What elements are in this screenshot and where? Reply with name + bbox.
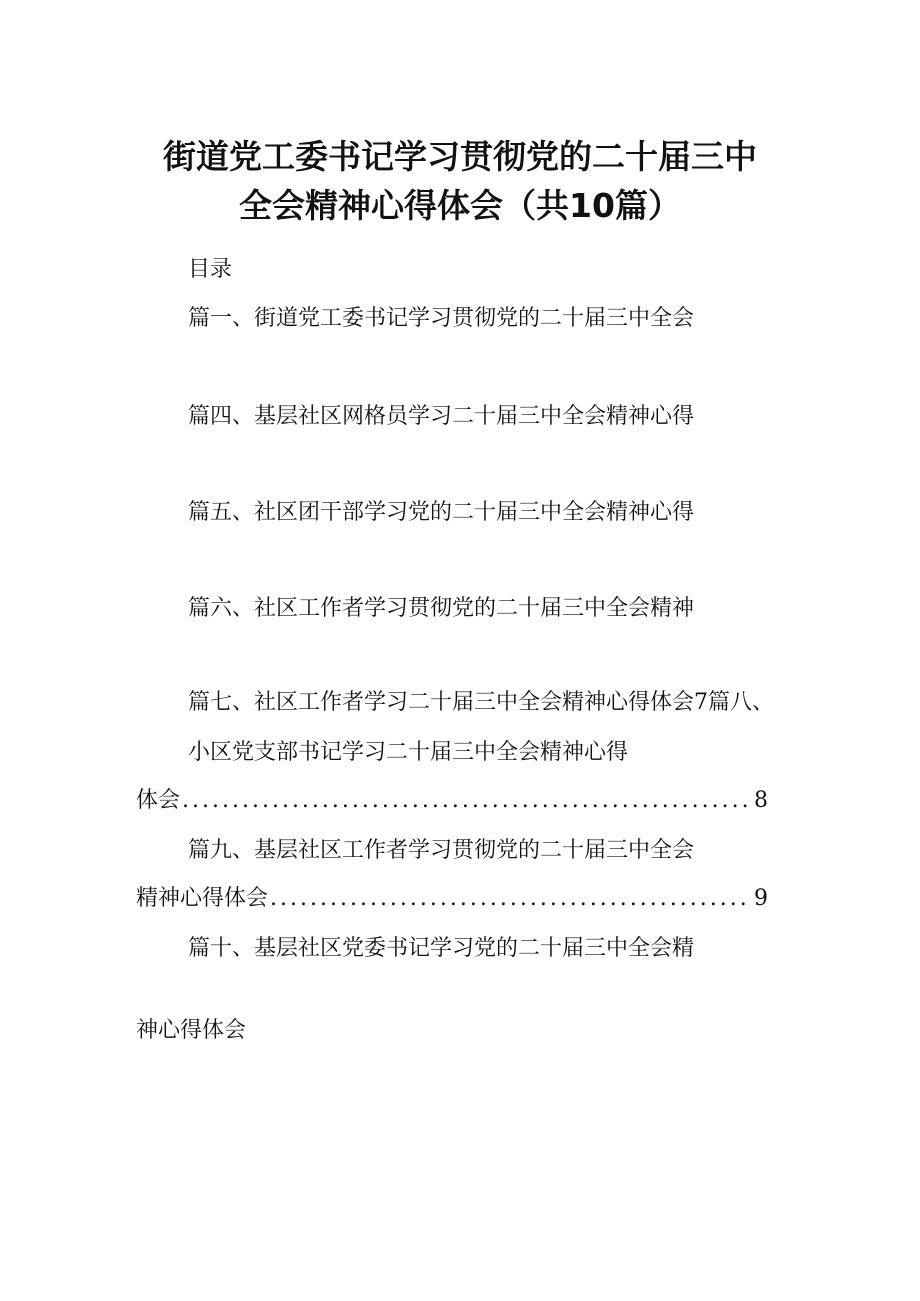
toc-entry-8-page-number: 8: [754, 788, 768, 813]
toc-entry-8-leader: [136, 786, 768, 816]
toc-entry-5: 篇五、社区团干部学习党的二十届三中全会精神心得: [188, 500, 695, 525]
toc-entry-9-page-number: 9: [754, 886, 768, 911]
dot-leader: [270, 884, 750, 914]
toc-entry-1: 篇一、街道党工委书记学习贯彻党的二十届三中全会: [188, 306, 695, 331]
toc-entry-10-tail: 神心得体会: [136, 1018, 247, 1043]
toc-entry-9: 篇九、基层社区工作者学习贯彻党的二十届三中全会: [188, 838, 695, 863]
toc-entry-9-tail: 精神心得体会: [136, 886, 269, 911]
toc-entry-8-tail: 体会: [136, 788, 181, 813]
toc-entry-6: 篇六、社区工作者学习贯彻党的二十届三中全会精神: [188, 596, 695, 621]
toc-entry-8: 小区党支部书记学习二十届三中全会精神心得: [188, 740, 629, 765]
dot-leader: [182, 786, 750, 816]
document-title-line-1: 街道党工委书记学习贯彻党的二十届三中: [163, 137, 757, 176]
toc-entry-7: 篇七、社区工作者学习二十届三中全会精神心得体会7篇八、: [188, 690, 774, 715]
toc-entry-4: 篇四、基层社区网格员学习二十届三中全会精神心得: [188, 404, 695, 429]
toc-entry-9-leader: [136, 884, 768, 914]
document-title-line-2: 全会精神心得体会（共10篇）: [239, 186, 681, 225]
toc-heading: 目录: [188, 257, 233, 282]
toc-entry-10: 篇十、基层社区党委书记学习党的二十届三中全会精: [188, 936, 695, 961]
